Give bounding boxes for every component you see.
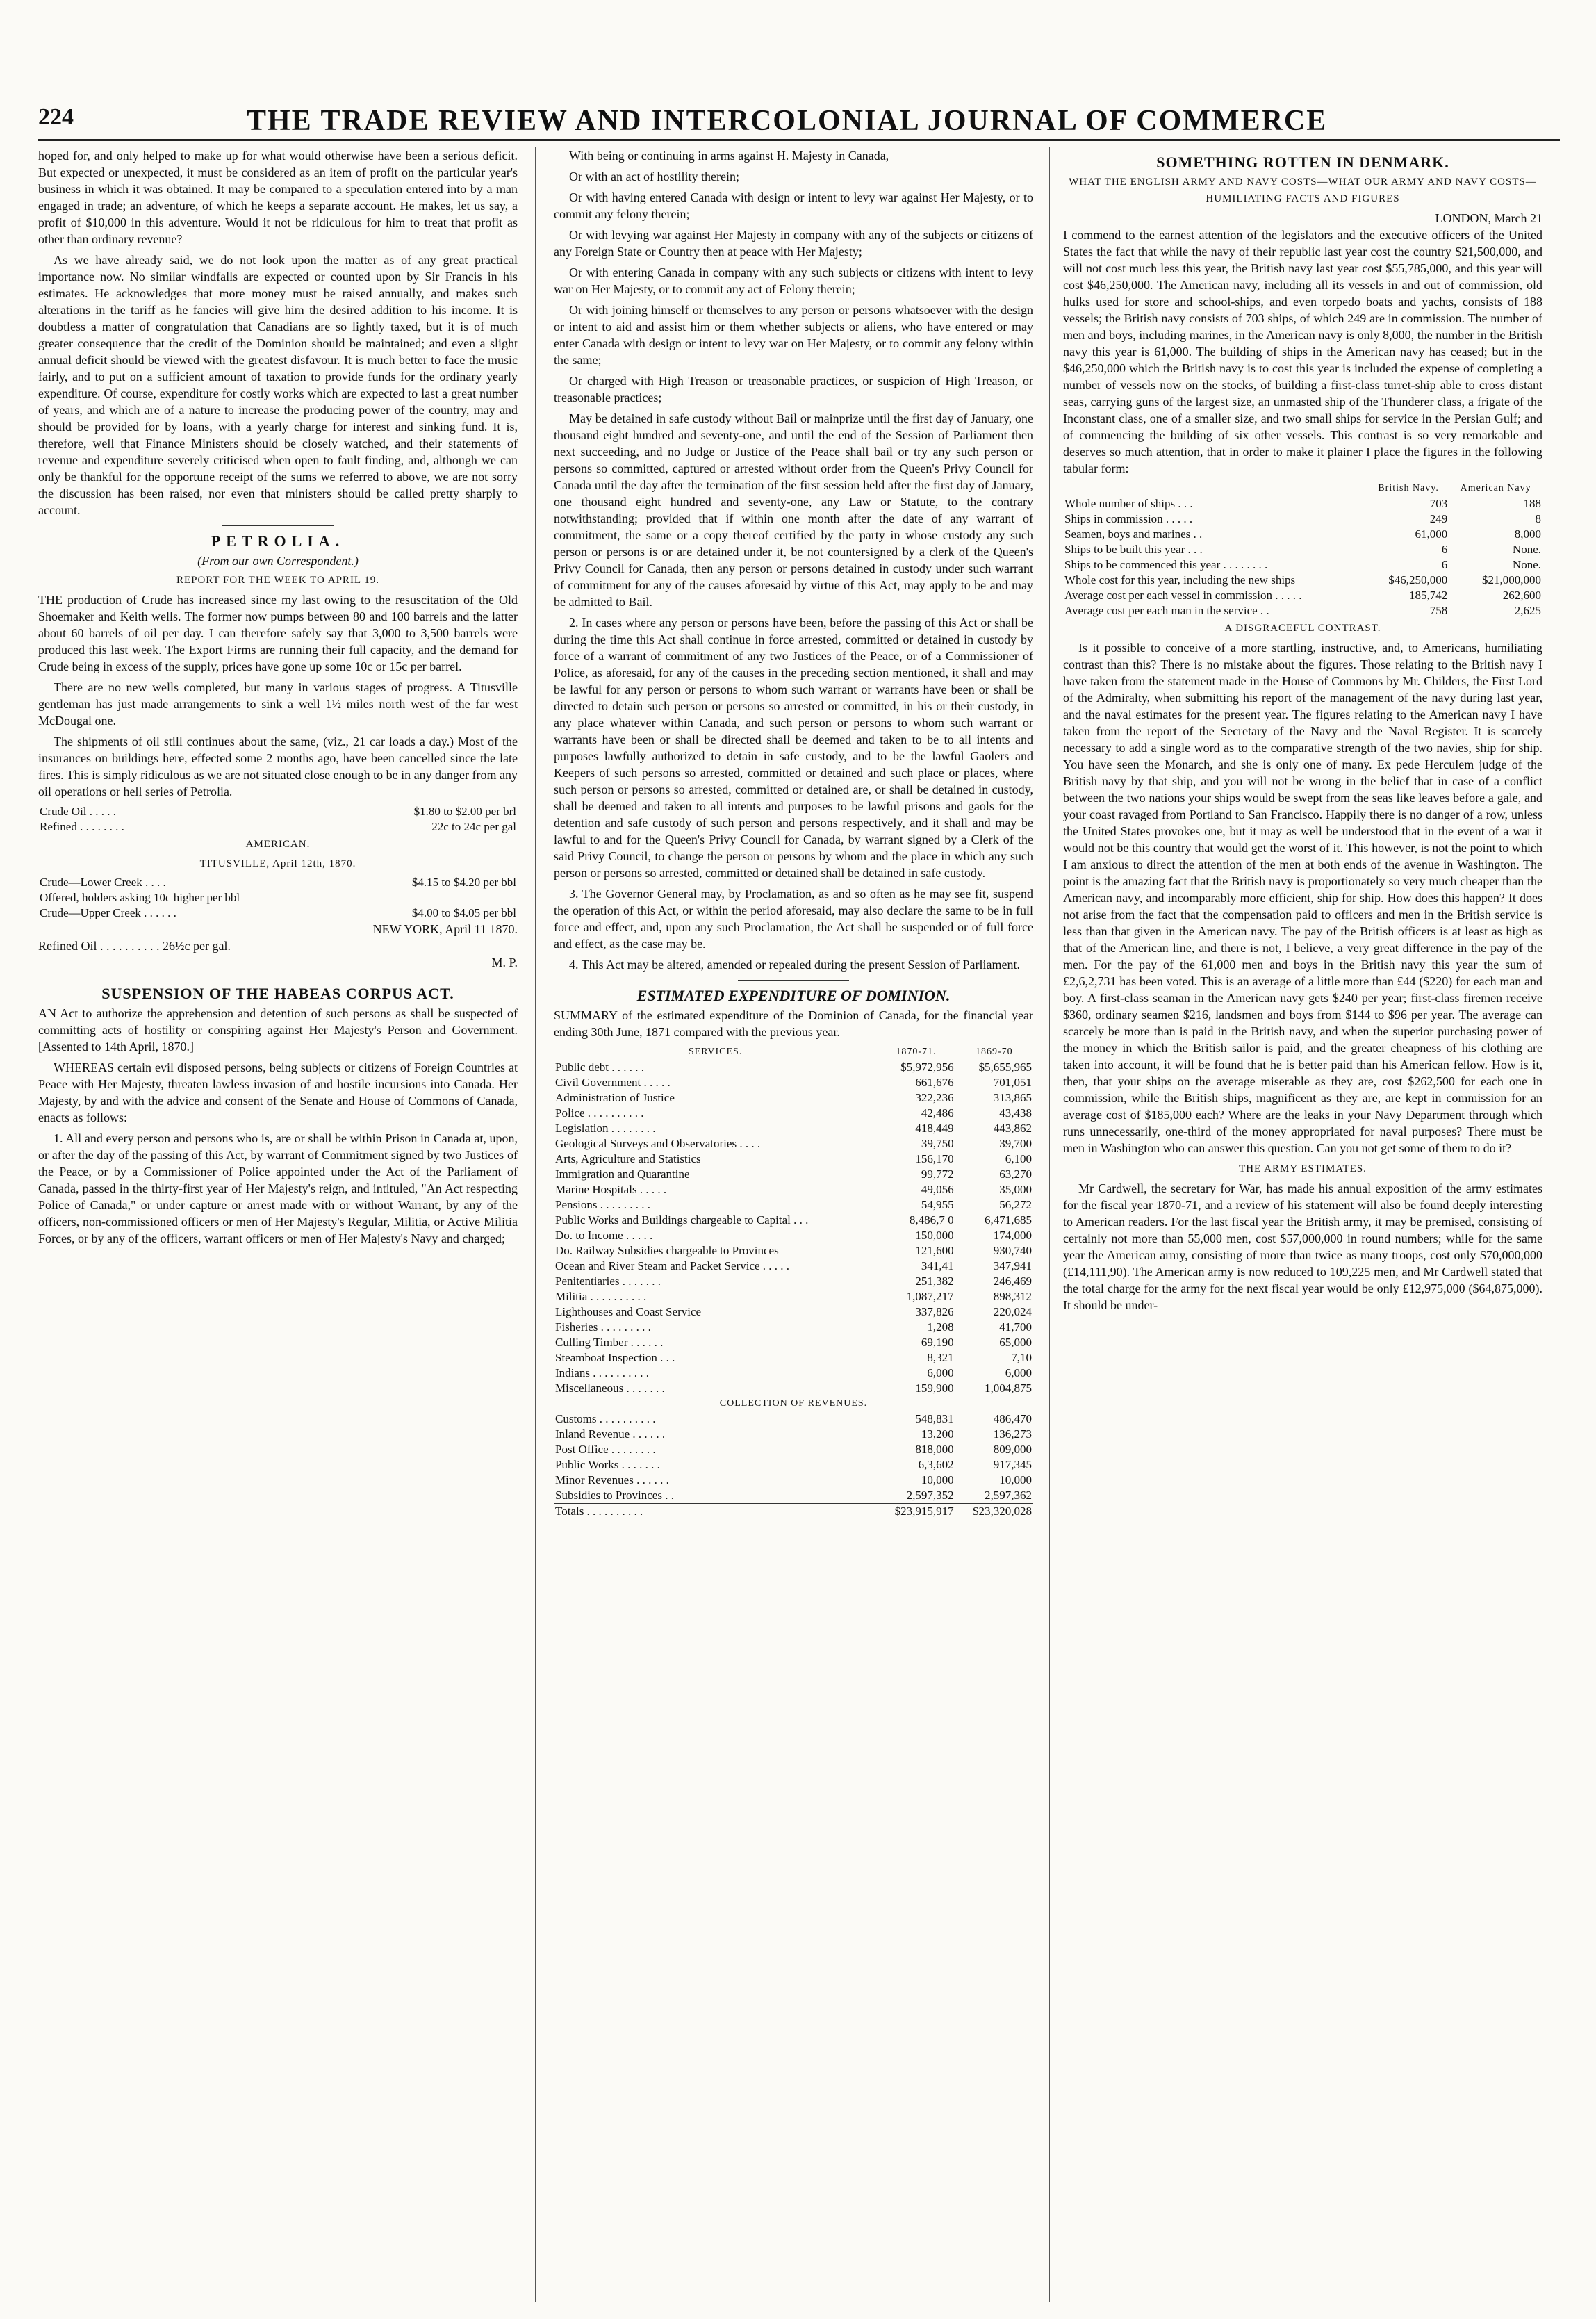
row-label: Average cost per each vessel in commission . . . . . bbox=[1064, 589, 1302, 602]
table-row bbox=[1063, 496, 1542, 511]
newyork-dateline: NEW YORK, April 11 1870. bbox=[372, 922, 518, 936]
petrolia-byline: (From our own Correspondent.) bbox=[197, 554, 359, 568]
row-value: $21,000,000 bbox=[1482, 573, 1541, 587]
disgraceful-heading: A DISGRACEFUL CONTRAST. bbox=[1224, 623, 1381, 634]
price-value: 22c to 24c per gal bbox=[431, 820, 516, 833]
row-value: 251,382 bbox=[915, 1275, 954, 1288]
table-row bbox=[554, 1167, 1033, 1182]
row-label: Subsidies to Provinces . . bbox=[555, 1489, 674, 1502]
table-row bbox=[554, 1213, 1033, 1228]
row-label: Steamboat Inspection . . . bbox=[555, 1351, 675, 1364]
masthead bbox=[38, 104, 1560, 140]
row-value: 486,470 bbox=[993, 1412, 1032, 1425]
row-value: 188 bbox=[1523, 497, 1541, 510]
article-paragraph: AN Act to authorize the apprehension and detention of such persons as shall be suspected of committing acts of hostility or conspiring against Her Majesty's Person and Government. [Assented to 14th April, 1870.] bbox=[38, 1006, 518, 1054]
column-header: British Navy. bbox=[1378, 483, 1439, 493]
row-value: 2,625 bbox=[1514, 604, 1541, 617]
row-value: 341,41 bbox=[921, 1259, 954, 1272]
table-row bbox=[38, 890, 518, 906]
row-value: 185,742 bbox=[1409, 589, 1448, 602]
table-row bbox=[38, 906, 518, 921]
table-row bbox=[1063, 527, 1542, 542]
article-paragraph: 4. This Act may be altered, amended or repealed during the present Session of Parliament. bbox=[569, 958, 1020, 972]
row-label: Civil Government . . . . . bbox=[555, 1076, 671, 1089]
table-row bbox=[554, 1243, 1033, 1259]
row-label: Fisheries . . . . . . . . . bbox=[555, 1320, 651, 1334]
row-label: Whole number of ships . . . bbox=[1064, 497, 1193, 510]
column-2 bbox=[554, 147, 1033, 2309]
row-label: Ships to be commenced this year . . . . . . . . bbox=[1064, 558, 1268, 571]
row-value: 6 bbox=[1441, 543, 1448, 556]
article-paragraph: WHEREAS certain evil disposed persons, being subjects or citizens of Foreign Countries at Peace with Her Majesty, threaten lawless invasion of and hostile incursions into Canada. Her Majesty, by and with the advice and consent of the Senate and House of Commons of Canada, enacts as follows: bbox=[38, 1060, 518, 1124]
table-row bbox=[554, 1274, 1033, 1289]
table-row bbox=[1063, 603, 1542, 618]
row-value: 930,740 bbox=[993, 1244, 1032, 1257]
row-value: 818,000 bbox=[915, 1443, 954, 1456]
table-row bbox=[554, 1259, 1033, 1274]
row-label: Customs . . . . . . . . . . bbox=[555, 1412, 656, 1425]
column-divider bbox=[535, 147, 536, 2302]
row-value: 6,100 bbox=[1005, 1152, 1032, 1165]
row-value: 7,10 bbox=[1011, 1351, 1032, 1364]
row-value: 174,000 bbox=[993, 1229, 1032, 1242]
row-label: Inland Revenue . . . . . . bbox=[555, 1427, 666, 1441]
row-value: 313,865 bbox=[993, 1091, 1032, 1104]
table-row bbox=[1063, 542, 1542, 557]
price-value bbox=[352, 890, 518, 906]
table-row bbox=[554, 1075, 1033, 1090]
article-paragraph: 3. The Governor General may, by Proclamation, as and so often as he may see fit, suspend the operation of this Act, or within the period aforesaid, may also declare the same to be in full force and effect, and, upon any such Proclamation, the Act shall be suspended or of full force and effect, as the case may be. bbox=[554, 887, 1033, 951]
article-paragraph: Or with levying war against Her Majesty in company with any of the subjects or citizens of any Foreign State or Country then at peace with Her Majesty; bbox=[554, 228, 1033, 259]
row-value: 6,000 bbox=[927, 1366, 954, 1379]
row-value: 703 bbox=[1429, 497, 1448, 510]
row-label: Average cost per each man in the service . . bbox=[1064, 604, 1269, 617]
table-row bbox=[554, 1090, 1033, 1106]
row-label: Indians . . . . . . . . . . bbox=[555, 1366, 650, 1379]
table-row bbox=[554, 1289, 1033, 1304]
row-value: 249 bbox=[1429, 512, 1448, 525]
row-value: 8 bbox=[1535, 512, 1541, 525]
row-label: Public Works . . . . . . . bbox=[555, 1458, 660, 1471]
row-value: 220,024 bbox=[993, 1305, 1032, 1318]
london-dateline: LONDON, March 21 bbox=[1435, 211, 1542, 225]
article-paragraph: 2. In cases where any person or persons have been, before the passing of this Act or shall be during the time this Act shall continue in force arrested, committed or detained in custody by force of a warrant of commitment of any two Justices of the Peace, or of a Commissioner of Police, as aforesaid, for any of the causes in the preceding section mentioned, it shall and may be lawful for any person or persons to whom such warrant or warrants have been or shall be directed to detain such person or persons so arrested or committed, in his or their custody, in any place whatever within Canada, and such person or persons to whom such warrant or warrants have been or shall be directed shall be deemed and taken to be to all intents and purposes lawfully authorized to detain in safe custody, and to be the lawful Gaolers and Keepers of such persons so arrested, committed or detained and such place or places, where such person or persons so arrested, committed or detained are, or shall be detained in custody, shall be deemed and taken to all intents and purposes to be lawful prisons and gaols for the detention and safe custody of such person and persons respectively, and it shall and may be lawful to and for the Queen's Privy Council for Canada, by warrant signed by a Clerk of the said Privy Council, to change the person or persons by whom and the place in which any such person or persons so arrested, committed or detained shall be detained in safe custody. bbox=[554, 616, 1033, 880]
row-value: 54,955 bbox=[921, 1198, 954, 1211]
totals-value: $23,915,917 bbox=[877, 1504, 955, 1520]
row-value: 6,471,685 bbox=[985, 1213, 1032, 1227]
article-paragraph: Is it possible to conceive of a more startling, instructive, and, to Americans, humiliating contrast than this? There is no mistake about the figures. Those relating to the British navy I have taken from the statement made in the House of Commons by Mr. Childers, the First Lord of the Admiralty, when submitting his report of the management of the navy during last year, and the naval estimates for the present year. The figures relating to the American navy I have taken from the report of the Secretary of the Navy and the Naval Register. It is scarcely necessary to add a single word as to the comparative strength of the two navies, ship for ship. You have seen the Monarch, and she is only one of many. Ex pede Herculem judge of the British navy by that ship, and you will not be wrong in the belief that in case of a conflict between the two nations your ships would be swept from the seas like leaves before a gale, and your coast ravaged from Portland to San Francisco. Happily there is no danger of a row, unless the United States provokes one, but it may as well be understood that in the event of a war it would not be this country that would get the worst of it. This however, is not the point to which I am anxious to direct the attention of the men at both ends of the avenue in Washington. The point is the amazing fact that the British navy is proportionately so very much cheaper than the American navy, and incomparably more efficient, ship for ship. How does this happen? It does not arise from the fact that the compensation paid to officers and men in the British service is less than that given in the American navy. The pay of the British officers is at least as high as that of the American line, and there is not, I believe, a very great difference in the pay of the men. For the pay of the 61,000 men and boys in the British navy this year the sum of £2,6,2,731 has been voted. This is an average of a little more than £44 ($220) for each man and boy. A first-class seaman in the American navy gets $240 per year; first-class firemen receive $360, ordinary seamen $216, landsmen and boys from $144 to $96 per year. The average can scarcely be more than is paid in the British navy, and when the superior purchasing power of the money in which the British sailor is paid, and the greater cheapness of his clothing are taken into account, it will be found that he is better paid than his American fellow. How is it, then, that your ships on the average miserable as they are, cost $262,500 for each one in commission, while the British ships, magnificent as they are, are kept in commission for an average cost of $185,000 each? Where are the leaks in your Navy Department through which runs unnecessarily, one-third of the money appropriated for naval purposes? There must be men in Washington who can answer this question. Can you not get some of them to do it? bbox=[1063, 641, 1542, 1155]
petrolia-report-title: REPORT FOR THE WEEK TO APRIL 19. bbox=[176, 575, 380, 586]
row-label: Do. to Income . . . . . bbox=[555, 1229, 653, 1242]
row-value: 136,273 bbox=[993, 1427, 1032, 1441]
denmark-subheading: WHAT THE ENGLISH ARMY AND NAVY COSTS—WHAT OUR ARMY AND NAVY COSTS—HUMILIATING FACTS AND FIGURES bbox=[1069, 177, 1537, 204]
row-label: Whole cost for this year, including the new ships bbox=[1064, 573, 1296, 587]
signature: M. P. bbox=[491, 956, 518, 969]
row-label: Penitentiaries . . . . . . . bbox=[555, 1275, 661, 1288]
article-paragraph: As we have already said, we do not look upon the matter as of any great practical importance now. No similar windfalls are expected or counted upon by Sir Francis in his estimates. He acknowledges that more money must be raised annually, and makes such alterations in the tariff as he fancies will give him the desired addition to his income. It is doubtless a matter of congratulation that Canadians are so lightly taxed, but it is of much greater consequence that the credit of the Dominion should be maintained; and even a slight annual deficit should be viewed with the greatest disfavour. It is much better to face the music fairly, and to put on a sufficient amount of taxation to provide funds for the ordinary yearly expenditure. Of course, expenditure for costly works which are expected to last a great number of years, and which are of a nature to increase the producing power of the country, may and should be provided for by loans, with a yearly charge for interest and sinking fund. It is, therefore, well that Finance Ministers should be closely watched, and their statements of revenue and expenditure severely criticised when open to fault finding, and, although we can only be thankful for the opportune receipt of the sums we referred to above, we are not sorry the discussion has been raised, nor even that ministers should be called pretty sharply to account. bbox=[38, 253, 518, 517]
price-value: $1.80 to $2.00 per brl bbox=[413, 805, 516, 818]
row-label: Miscellaneous . . . . . . . bbox=[555, 1382, 665, 1395]
price-item: Refined . . . . . . . . bbox=[40, 820, 124, 833]
row-value: 246,469 bbox=[993, 1275, 1032, 1288]
expenditure-table bbox=[554, 1044, 1033, 1519]
table-row bbox=[554, 1106, 1033, 1121]
column-3 bbox=[1063, 147, 1542, 2309]
row-value: 35,000 bbox=[999, 1183, 1032, 1196]
row-value: $5,655,965 bbox=[978, 1060, 1032, 1074]
price-item: Crude Oil . . . . . bbox=[40, 805, 117, 818]
row-label: Pensions . . . . . . . . . bbox=[555, 1198, 650, 1211]
row-label: Post Office . . . . . . . . bbox=[555, 1443, 656, 1456]
row-label: Do. Railway Subsidies chargeable to Provinces bbox=[555, 1244, 779, 1257]
refined-oil-line: Refined Oil . . . . . . . . . . 26½c per gal. bbox=[38, 939, 231, 953]
row-value: 121,600 bbox=[915, 1244, 954, 1257]
row-label: Legislation . . . . . . . . bbox=[555, 1122, 656, 1135]
price-value: $4.00 to $4.05 per bbl bbox=[411, 906, 516, 919]
totals-row bbox=[554, 1504, 1033, 1520]
habeas-heading: SUSPENSION OF THE HABEAS CORPUS ACT. bbox=[101, 985, 454, 1002]
table-row bbox=[1063, 588, 1542, 603]
table-row bbox=[554, 1350, 1033, 1366]
row-value: 49,056 bbox=[921, 1183, 954, 1196]
row-value: 150,000 bbox=[915, 1229, 954, 1242]
navy-table bbox=[1063, 481, 1542, 618]
table-header-row bbox=[1063, 481, 1542, 496]
row-label: Geological Surveys and Observatories . . . . bbox=[555, 1137, 761, 1150]
row-label: Militia . . . . . . . . . . bbox=[555, 1290, 647, 1303]
row-value: 6,000 bbox=[1005, 1366, 1032, 1379]
table-row bbox=[554, 1442, 1033, 1457]
row-value: 8,486,7 0 bbox=[909, 1213, 954, 1227]
collection-heading: COLLECTION OF REVENUES. bbox=[719, 1398, 868, 1409]
row-value: 156,170 bbox=[915, 1152, 954, 1165]
row-value: 39,750 bbox=[921, 1137, 954, 1150]
table-row bbox=[554, 1320, 1033, 1335]
section-divider bbox=[222, 525, 334, 526]
row-value: 61,000 bbox=[1415, 527, 1448, 541]
page-number: 224 bbox=[38, 104, 74, 130]
section-divider bbox=[738, 980, 849, 981]
row-value: 65,000 bbox=[999, 1336, 1032, 1349]
article-paragraph: The shipments of oil still continues about the same, (viz., 21 car loads a day.) Most of the insurances on buildings here, effected some 2 months ago, have been cancelled since the late fires. This is simply ridiculous as we are not situated close enough to be in any danger from any oil operations or hell series of Petrolia. bbox=[38, 735, 518, 798]
row-label: Immigration and Quarantine bbox=[555, 1167, 690, 1181]
article-paragraph: THE production of Crude has increased since my last owing to the resuscitation of the Old Shoemaker and Keith wells. The former now pumps between 80 and 100 barrels and the latter about 60 barrels of oil per day. I can therefore safely say that 3,000 to 3,500 barrels were produced this last week. The Export Firms are running their full capacity, and the demand for Crude being in excess of the supply, prices have gone up some 10c or 15c per barrel. bbox=[38, 593, 518, 673]
row-value: 6 bbox=[1441, 558, 1448, 571]
article-paragraph: Or with joining himself or themselves to any person or persons whatsoever with the design or intent to aid and assist him or them whether subjects or aliens, who have entered or may enter Canada with design or intent to levy war on Her Majesty, or to commit any felony within the same; bbox=[554, 303, 1033, 367]
row-value: 8,321 bbox=[927, 1351, 954, 1364]
table-row bbox=[554, 1136, 1033, 1152]
journal-title: THE TRADE REVIEW AND INTERCOLONIAL JOURNAL OF COMMERCE bbox=[247, 105, 1328, 137]
row-value: 322,236 bbox=[915, 1091, 954, 1104]
row-label: Lighthouses and Coast Service bbox=[555, 1305, 702, 1318]
table-row bbox=[1063, 573, 1542, 588]
row-value: 6,3,602 bbox=[918, 1458, 954, 1471]
row-value: 337,826 bbox=[915, 1305, 954, 1318]
row-label: Minor Revenues . . . . . . bbox=[555, 1473, 669, 1486]
row-label: Public Works and Buildings chargeable to Capital . . . bbox=[555, 1213, 809, 1227]
row-value: 443,862 bbox=[993, 1122, 1032, 1135]
row-value: 99,772 bbox=[921, 1167, 954, 1181]
row-value: 63,270 bbox=[999, 1167, 1032, 1181]
column-header: 1869-70 bbox=[975, 1047, 1013, 1057]
row-value: 809,000 bbox=[993, 1443, 1032, 1456]
row-value: 39,700 bbox=[999, 1137, 1032, 1150]
column-header: American Navy bbox=[1460, 483, 1531, 493]
row-value: 418,449 bbox=[915, 1122, 954, 1135]
table-row bbox=[554, 1473, 1033, 1488]
row-value: 56,272 bbox=[999, 1198, 1032, 1211]
table-row bbox=[554, 1411, 1033, 1427]
row-label: Police . . . . . . . . . . bbox=[555, 1106, 644, 1120]
row-value: 898,312 bbox=[993, 1290, 1032, 1303]
row-value: 1,087,217 bbox=[906, 1290, 954, 1303]
table-row bbox=[554, 1488, 1033, 1504]
column-divider bbox=[1049, 147, 1050, 2302]
price-value: $4.15 to $4.20 per bbl bbox=[411, 876, 516, 889]
column-header: SERVICES. bbox=[688, 1047, 743, 1057]
row-value: 661,676 bbox=[915, 1076, 954, 1089]
row-label: Administration of Justice bbox=[555, 1091, 675, 1104]
table-row bbox=[554, 1381, 1033, 1396]
table-row bbox=[554, 1427, 1033, 1442]
row-value: 10,000 bbox=[999, 1473, 1032, 1486]
price-table bbox=[38, 875, 518, 921]
row-value: 8,000 bbox=[1514, 527, 1541, 541]
table-row bbox=[38, 804, 518, 819]
article-paragraph: There are no new wells completed, but many in various stages of progress. A Titusville gentleman has just made arrangements to sink a well 1½ miles north west of the far west McDougal one. bbox=[38, 680, 518, 728]
row-value: 701,051 bbox=[993, 1076, 1032, 1089]
article-paragraph: May be detained in safe custody without Bail or mainprize until the first day of January, one thousand eight hundred and seventy-one, and until the end of the Session of Parliament then next succeeding, and no Judge or Justice of the Peace shall bail or try any such person or persons so committed, captured or arrested without order from the Queen's Privy Council for Canada until the day after the termination of the first session held after the first day of January, one thousand eight hundred and seventy-one, any Law or Statute, to the contrary notwithstanding; provided that if within one month after the date of any warrant of commitment, the same or a copy thereof certified by the party in whose custody any such person or persons is or are detained under it, be not countersigned by a clerk of the Queen's Privy Council for Canada, then any person or persons detained in custody under such warrant of commitment for any of the causes aforesaid by virtue of this Act, may apply to be and may be admitted to Bail. bbox=[554, 411, 1033, 609]
row-value: 41,700 bbox=[999, 1320, 1032, 1334]
table-row bbox=[1063, 511, 1542, 527]
row-value: 159,900 bbox=[915, 1382, 954, 1395]
denmark-heading: SOMETHING ROTTEN IN DENMARK. bbox=[1156, 154, 1449, 171]
army-heading: THE ARMY ESTIMATES. bbox=[1239, 1163, 1367, 1174]
table-header-row bbox=[554, 1396, 1033, 1411]
table-row bbox=[554, 1335, 1033, 1350]
price-item: Crude—Upper Creek . . . . . . bbox=[40, 906, 176, 919]
estimate-heading: ESTIMATED EXPENDITURE OF DOMINION. bbox=[636, 987, 951, 1004]
petrolia-heading: PETROLIA. bbox=[211, 532, 345, 550]
table-row bbox=[554, 1060, 1033, 1075]
row-label: Culling Timber . . . . . . bbox=[555, 1336, 664, 1349]
price-item: Offered, holders asking 10c higher per bbl bbox=[40, 891, 240, 904]
row-value: None. bbox=[1512, 558, 1541, 571]
row-label: Marine Hospitals . . . . . bbox=[555, 1183, 667, 1196]
header-rule bbox=[38, 139, 1560, 141]
article-paragraph: Or with entering Canada in company with any such subjects or citizens with intent to levy war on Her Majesty, or to commit any act of Felony therein; bbox=[554, 265, 1033, 296]
table-row bbox=[554, 1228, 1033, 1243]
article-paragraph: Or charged with High Treason or treasonable practices, or suspicion of High Treason, or treasonable practices; bbox=[554, 374, 1033, 404]
row-value: 10,000 bbox=[921, 1473, 954, 1486]
row-value: 917,345 bbox=[993, 1458, 1032, 1471]
row-value: 43,438 bbox=[999, 1106, 1032, 1120]
table-header-row bbox=[554, 1044, 1033, 1060]
table-row bbox=[1063, 557, 1542, 573]
american-heading: AMERICAN. bbox=[245, 839, 311, 850]
row-label: Seamen, boys and marines . . bbox=[1064, 527, 1203, 541]
row-label: Arts, Agriculture and Statistics bbox=[555, 1152, 701, 1165]
article-paragraph: Or with an act of hostility therein; bbox=[569, 170, 739, 183]
table-row bbox=[38, 875, 518, 890]
article-paragraph: hoped for, and only helped to make up for what would otherwise have been a serious deficit. But expected or unexpected, it must be considered as an item of profit on the particular year's business in which it was obtained. It may be compared to a speculation entered into by a man engaged in trade; an adventure, of which he keeps a separate account. He makes, let us say, a profit of $10,000 in this adventure. Would it not be ridiculous for him to treat that profit as other than ordinary revenue? bbox=[38, 149, 518, 246]
table-row bbox=[554, 1366, 1033, 1381]
row-value: 13,200 bbox=[921, 1427, 954, 1441]
article-paragraph: SUMMARY of the estimated expenditure of the Dominion of Canada, for the financial year ending 30th June, 1871 compared with the previous year. bbox=[554, 1008, 1033, 1039]
table-row bbox=[554, 1121, 1033, 1136]
table-row bbox=[38, 819, 518, 835]
price-item: Crude—Lower Creek . . . . bbox=[40, 876, 166, 889]
article-paragraph: I commend to the earnest attention of the legislators and the executive officers of the United States the fact that while the navy of their republic last year cost the country $21,500,000, and will not cost much less this year, the British navy last year cost $55,785,000, and this year will cost $46,250,000. The American navy, including all its vessels in and out of commission, old hulks used for store and school-ships, and even torpedo boats and yachts, consists of 188 vessels; the British navy consists of 703 ships, of which 249 are in commission. The number of men and boys, including marines, in the American navy is only 8,000, the number in the British navy this year is 61,000. The building of ships in the American navy has ceased; but in the $46,250,000 which the British navy is to cost this year is included the expense of completing a number of vessels now on the stocks, of building a first-class turret-ship able to cross distant seas, carrying guns of the largest size, an unmasted ship of the Thunderer class, a frigate of the Inconstant class, one of a smaller size, and two small ships for service in the Persian Gulf; and of commencing the building of six other vessels. This contrast is so very remarkable and deserves so much attention, that in order to make it plainer I place the figures in the following tabular form: bbox=[1063, 228, 1542, 475]
totals-label: Totals . . . . . . . . . . bbox=[554, 1504, 877, 1520]
row-value: 548,831 bbox=[915, 1412, 954, 1425]
row-value: 758 bbox=[1429, 604, 1448, 617]
row-value: 2,597,362 bbox=[985, 1489, 1032, 1502]
row-value: 69,190 bbox=[921, 1336, 954, 1349]
price-table bbox=[38, 804, 518, 835]
article-paragraph: With being or continuing in arms against H. Majesty in Canada, bbox=[569, 149, 889, 163]
row-value: 42,486 bbox=[921, 1106, 954, 1120]
row-value: $5,972,956 bbox=[900, 1060, 954, 1074]
column-1 bbox=[38, 147, 518, 2309]
article-paragraph: Or with having entered Canada with design or intent to levy war against Her Majesty, or to commit any felony therein; bbox=[554, 190, 1033, 221]
row-label: Public debt . . . . . . bbox=[555, 1060, 644, 1074]
table-row bbox=[554, 1457, 1033, 1473]
titusville-dateline: TITUSVILLE, April 12th, 1870. bbox=[199, 858, 356, 869]
row-value: None. bbox=[1512, 543, 1541, 556]
article-paragraph: Mr Cardwell, the secretary for War, has made his annual exposition of the army estimates for the fiscal year 1870-71, and a review of his statement will also be found deeply interesting to American readers. For the last fiscal year the British army, it may be premised, consisting of certainly not more than 55,000 men, cost $57,000,000 in round numbers; while for the same year the American army, consisting of more than twice as many troops, cost only $70,000,000 (£14,111,90). The American army is now reduced to 109,225 men, and Mr Cardwell stated that the total charge for the army for the next fiscal year would be only £12,975,000 ($64,875,000). It should be under- bbox=[1063, 1181, 1542, 1312]
totals-value: $23,320,028 bbox=[955, 1504, 1033, 1520]
table-row bbox=[554, 1304, 1033, 1320]
row-value: 2,597,352 bbox=[906, 1489, 954, 1502]
row-value: 347,941 bbox=[993, 1259, 1032, 1272]
row-label: Ships in commission . . . . . bbox=[1064, 512, 1193, 525]
column-header: 1870-71. bbox=[896, 1047, 937, 1057]
table-row bbox=[554, 1197, 1033, 1213]
article-paragraph: 1. All and every person and persons who is, are or shall be within Prison in Canada at, upon, or after the day of the passing of this Act, by warrant of Commitment signed by two Justices of the Peace, or by a Commissioner of Police appointed under the Act of the Parliament of Canada, passed in the thirty-first year of Her Majesty's reign, and intituled, "An Act respecting Police of Canada," or under capture or arrest made with or without Warrant, by any of the officers, non-commissioned officers or men of Her Majesty's Regular, Militia, or Active Militia Forces, or by any of the officers, warrant officers or men of Her Majesty's Navy and charged; bbox=[38, 1131, 518, 1245]
row-value: $46,250,000 bbox=[1388, 573, 1448, 587]
row-label: Ships to be built this year . . . bbox=[1064, 543, 1203, 556]
row-value: 1,004,875 bbox=[985, 1382, 1032, 1395]
table-row bbox=[554, 1152, 1033, 1167]
row-value: 262,600 bbox=[1502, 589, 1541, 602]
row-label: Ocean and River Steam and Packet Service . . . . . bbox=[555, 1259, 790, 1272]
table-row bbox=[554, 1182, 1033, 1197]
row-value: 1,208 bbox=[927, 1320, 954, 1334]
